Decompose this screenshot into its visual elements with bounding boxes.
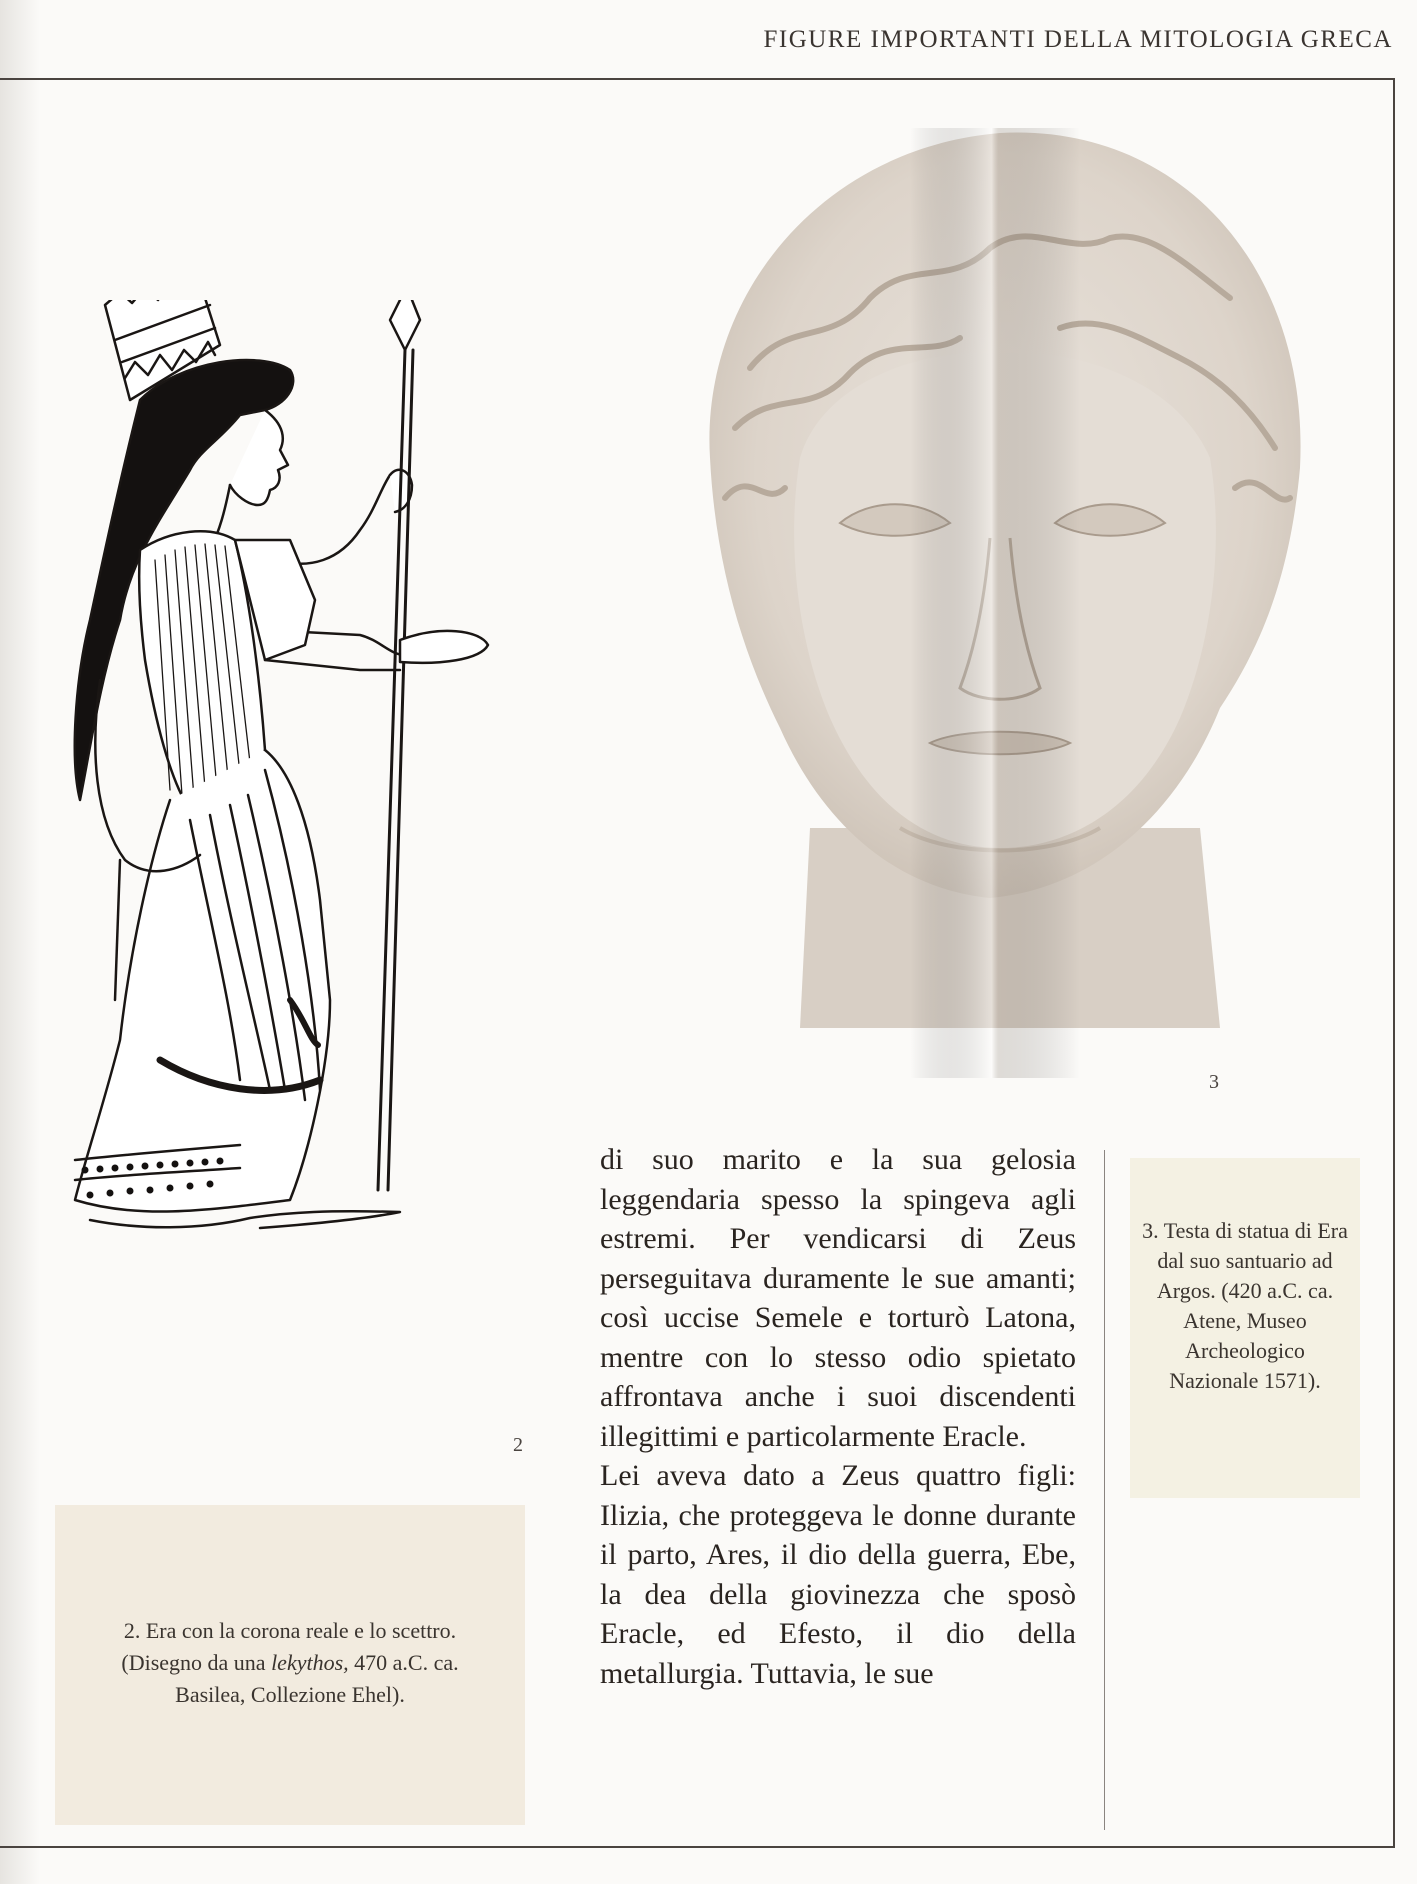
- caption-line: (Disegno da una lekythos, 470 a.C. ca.: [121, 1650, 459, 1675]
- bottom-rule: [0, 1846, 1395, 1848]
- figure-3-caption-box: [1130, 1158, 1360, 1498]
- page-gutter-shadow: [0, 0, 40, 1884]
- figure-3-caption: 3. Testa di statua di Era dal suo santuario ad Argos. (420 a.C. ca. Atene, Museo Archeologico Nazionale 1571).: [1142, 1218, 1348, 1393]
- body-paragraph-2: Lei aveva dato a Zeus quattro figli: Ilizia, che proteggeva le donne durante il parto, Ares, il dio della guerra, Ebe, la dea della giovinezza che sposò Eracle, ed Efesto, il dio della metallurgia. Tuttavia, le sue: [600, 1459, 1076, 1690]
- caption-line: Basilea, Collezione Ehel).: [175, 1682, 405, 1707]
- figure-3-number: 3: [1209, 1071, 1219, 1093]
- figure-2-caption: [65, 1615, 515, 1711]
- figure-2-caption-box: [55, 1505, 525, 1825]
- top-rule: [0, 78, 1395, 80]
- hera-marble-head-photo: [660, 128, 1350, 1078]
- right-rule: [1393, 78, 1395, 1848]
- body-paragraph-1: di suo marito e la sua gelosia leggendaria spesso la spingeva agli estremi. Per vendicarsi di Zeus perseguitava duramente le sue amanti; così uccise Semele e torturò Latona, mentre con lo stesso odio spietato affrontava anche i suoi discendenti illegittimi e particolarmente Eracle.: [600, 1143, 1076, 1453]
- figure-2-number: 2: [513, 1434, 523, 1456]
- caption-line: 2. Era con la corona reale e lo scettro.: [123, 1618, 457, 1643]
- hera-drawing-figure: [60, 300, 600, 1450]
- column-rule: [1104, 1150, 1105, 1830]
- body-text-column: [600, 1140, 1076, 1693]
- running-head: FIGURE IMPORTANTI DELLA MITOLOGIA GRECA: [763, 26, 1393, 53]
